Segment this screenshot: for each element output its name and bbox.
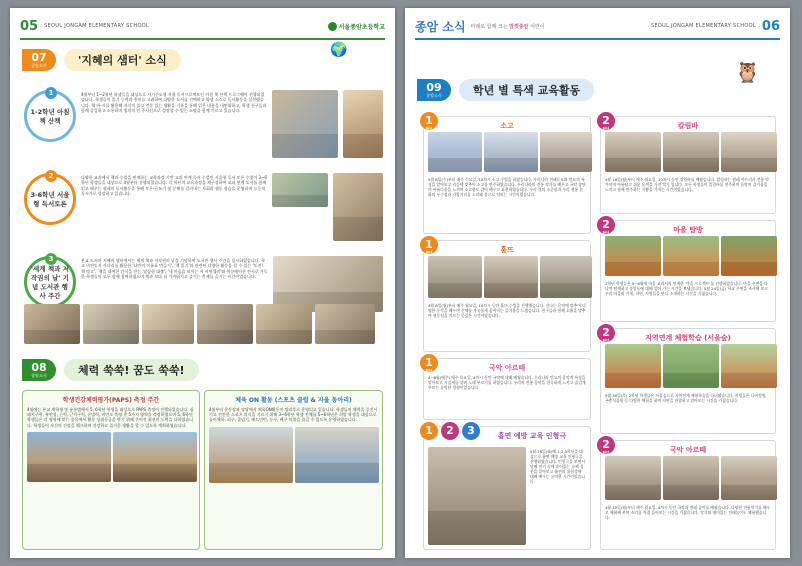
- card-title: 훌뜨: [500, 246, 514, 254]
- photo: [484, 256, 538, 298]
- photo: [333, 173, 383, 241]
- photo: [540, 256, 592, 298]
- section-09-header: [417, 78, 778, 102]
- grade-badge: 2 학년: [596, 323, 616, 343]
- section-badge: 07 종암소식: [22, 49, 56, 71]
- section-08-header: [22, 358, 383, 382]
- photo: [721, 236, 777, 276]
- box-text: 4월에는 본교 재학생 및 유통법에서 5, 6학년 학생을 대상으로 PAPS 측정이 진행되었습니다. 심폐지구력, 유연성, 근력, 근지구력, 순발력, 비만도 측정 총 5가지 영역을 측정하였으며 5, 6학년 학생들은 각 영역에 맞는 종목에서 활동 상위등급을 받기 위해 주어진 최선의 노력을 다하였습니다. 학생들이 자신의 건강을 체크하며 건강하고 즐거운 생활을 할 수 있도록 계획하였습니다.: [27, 407, 194, 428]
- right-header: [415, 14, 780, 40]
- box-title: 체육 ON 활동 (스포츠 클럽 & 자율 동아리): [235, 397, 352, 404]
- left-header: [20, 14, 385, 40]
- card-title: 지역연계 체험학습 (서울숲): [645, 334, 731, 342]
- card-text: 5월 8일(수)부터 매주 수요일, 10차시 소고 수업을 하였습니다. 우리나라 전래동요와 민요의 특징을 알아보고 리듬에 맞추어 소고를 연주하였습니다. 우리나라의 전통 악기를 배우고 국악 장단의 아름다움을 느끼며 소고춤도 같이 배우고 표현하였습니다. 우리 것의 소중함과 우리 전통 문화의 우수성과 자랑거리를 소리와 몸으로 익히는 시간이었습니다.: [428, 177, 586, 197]
- card-seoul-forest: [600, 328, 776, 434]
- card-hulddeu: [423, 240, 591, 352]
- photo: [721, 132, 777, 172]
- item-text: 다양한 교과에서 책과 수업을 연계하는 교육과정 기반 교과 연계 독서 수업인 서울형 독서 토론 수업이 3~6학년 학생들을 대상으로 4월부터 진행되었습니다. 각 학년의 교육과정을 재구성하여 교과 연계 도서를 함께 읽고 배우는 형태의 독서활동을 통해 토론-글쓰기 및 문해를 길러내는 사회과 협동 학습을 운영하며 능동적 독서가로 성장하고 있습니다.: [81, 175, 267, 196]
- photo: [343, 90, 383, 158]
- school-emblem-icon: [328, 22, 337, 31]
- section-title: 학년 별 특색 교육활동: [459, 79, 594, 101]
- grade-badge: 2 학년: [596, 435, 616, 455]
- globe-icon: 🌍: [330, 42, 348, 58]
- card-text: 5월 30일(목) 2학년 학생들은 서울숲으로 지역연계 체험학습을 다녀왔습니다. 학생들은 나비정원, 곤충식물원 등 다양한 체험을 하며 자연을 관찰하고 알아보는 시간을 가졌습니다.: [605, 393, 767, 403]
- card-text: 4~6월(매주) 매주 목요일, 4차시 동안 국악에 대해 배웠습니다. 우리나라 민요의 음악적 특징을 알아보고 시김새를 살려 노래 부르기를 하였습니다. 우리의 전통 음악을 친숙하게 느끼고 즐겁게 부르는 유익한 경험이었습니다.: [428, 375, 586, 390]
- photo: [605, 132, 661, 172]
- sports-club-box: [204, 390, 383, 550]
- page-number: 06: [761, 18, 780, 34]
- item-text: 본교 도서관 지혜의 샘터에서는 세계 책과 저작권의 날을 기념하여 도서관 행사 주간을 실시하였습니다. 학교 비전도서 사다리를 활용한 '나만의 이름표 만들기', '책 읽기'과 관련된 다양한 활동을 할 수 있는 '도전! 책 빙고', '책을 대여한 간식을 받는 '달콤한 대출', '내 마음을 보이는 서 서연셀러'와 북큐레이션 전시로 가득 한 학생들이 모두 함께 참여하였으며 책과 보다 더 가까워지고 즐기는 축제를 즐기는 시간이었습니다.: [81, 258, 268, 279]
- photo: [315, 304, 375, 344]
- section-07-item-1: [24, 90, 383, 162]
- photo: [272, 90, 338, 158]
- photo: [272, 173, 328, 207]
- card-text: 2학년 학생들은 5~6월에 마을 교과서의 연계한 '마을 프로젝트'를 진행하였습니다. 마을 주변을 다니며 탐색하고 종암동에 대해 알아 가는 시간을 보냈습니다. 5월 24일(금) 학교 주변을 조사해 보고 우리 마을의 가게, 자연, 사람들을 만나 소개하는 시간을 가졌습니다.: [605, 281, 768, 296]
- section-07-header: [22, 48, 383, 72]
- card-text: 4월 15일(월)부터 매주 월요일, 4차시 동안 국악과 전래 놀이를 배웠습니다. 다양한 전통악기를 배우고 체험해 보며 소리를 직접 들어보는 시간을 가졌습니다. 악기와 재미있는 전래놀이도 체험했습니다.: [605, 505, 771, 520]
- card-title: 국악 아르떼: [488, 364, 526, 372]
- grade-badge: 1 학년: [419, 235, 439, 255]
- school-name-en: SEOUL JONGAM ELEMENTARY SCHOOL: [44, 23, 150, 29]
- photo: [428, 256, 482, 298]
- owl-icon: 🦉: [735, 60, 760, 84]
- card-text: 4월 8일(월)부터 매주 월요일, 10차시 동안 훌뜨 수업을 진행했습니다. 신나는 음악에 맞추어 다양한 동작을 배우며 신체를 자유롭게 움직이는 즐거움을 느꼈습니다. 친구들과 함께 호흡을 맞추며 협동심을 기르는 뜻깊은 시간이었습니다.: [428, 303, 586, 318]
- card-gugak-2: [600, 440, 776, 550]
- grade-badge: 2: [440, 421, 460, 441]
- card-village-tour: [600, 220, 776, 322]
- card-text: 5월 28일(화)에 1,2,3학년을 대상으로 흡연 예방 교육 인형극을 진행하였습니다. 인형극을 보면서 담배 연기 속에 숨어있는 유해 성분을 알아보고 흡연의 위험성에 대해 배우는 유익한 시간이었습니다.: [530, 449, 585, 484]
- photo: [142, 304, 194, 344]
- card-gugak-1: [423, 358, 591, 420]
- photo: [27, 432, 111, 482]
- photo: [605, 236, 661, 276]
- card-title: 마을 탐방: [673, 226, 703, 234]
- photo: [256, 304, 312, 344]
- section-07-photo-strip: [24, 304, 375, 344]
- photo: [721, 344, 777, 388]
- section-title: 체력 쑥쑥! 꿈도 쑥쑥!: [64, 359, 199, 381]
- photo: [540, 132, 592, 172]
- photo: [295, 427, 379, 483]
- box-text: 4월부터 운동장과 강당에서 체육ON활동이 방과후로 운영되고 있습니다. 학생들의 체력을 증진시키고 건전한 스포츠 의식을 기르기 위해 3~6학년 학생 전체를 5~6학년은 희망 학생을 대상으로 놀이체육, 피구, 줄넘기, 배드민턴, 농구, 배구 티볼을 즐길 수 있도록 운영하였습니다.: [209, 407, 378, 423]
- photo: [197, 304, 253, 344]
- photo: [663, 132, 719, 172]
- photo: [605, 456, 661, 500]
- photo: [663, 344, 719, 388]
- photo: [428, 447, 526, 545]
- card-title: 칼림바: [677, 122, 699, 130]
- grade-badge: 1 학년: [419, 111, 439, 131]
- photo: [24, 304, 80, 344]
- card-title: 흡연 예방 교육 인형극: [497, 432, 567, 440]
- card-title: 소고: [500, 122, 514, 130]
- grade-badge: 2 학년: [596, 215, 616, 235]
- photo: [428, 132, 482, 172]
- photo: [721, 456, 777, 500]
- section-07-item-2: [24, 173, 383, 245]
- paps-box: [22, 390, 200, 550]
- photo: [484, 132, 538, 172]
- card-sogo: [423, 116, 591, 234]
- school-logo: 서울종암초등학교: [328, 22, 385, 31]
- item-text: 4월부터 1~2학년 학생들을 대상으로 자기주도형 자율 독서프로젝트인 아침 책 산책 프로그램이 진행되었습니다. 학생들이 읽기 능력과 흥미를 고려하여 다양한 도서를 선택하고 학생 스스로 독서활동을 실천했습니다. 책 바-시를 활용해 자신의 읽고 견문 있는 생활을 기록을 통해 읽은 내용을 내면화하고, 학생 친구들과 함께 공감하고 소통하며 정의적 인 주사진으로 성장할 수 있는 소양을 함께 기르고 있습니다.: [81, 92, 267, 113]
- grade-badge: 2 학년: [596, 111, 616, 131]
- page-number: 05: [20, 18, 39, 34]
- item-circle: 1 1-2학년 아침 책 산책: [24, 90, 76, 142]
- grade-badge: 1: [419, 421, 439, 441]
- item-circle: 3 '세계 책과 저작권의 날' 기념 도서관 행사 주간: [24, 256, 76, 308]
- section-badge: 09 종암소식: [417, 79, 451, 101]
- item-circle: 2 3-6학년 서울형 독서토론: [24, 173, 76, 225]
- photo: [83, 304, 139, 344]
- grade-badge: 1 학년: [419, 353, 439, 373]
- photo: [663, 456, 719, 500]
- photo: [113, 432, 197, 482]
- photo: [605, 344, 661, 388]
- section-title: '지혜의 샘터' 소식: [64, 49, 181, 71]
- grade-badges: [419, 421, 481, 441]
- page-title: 종암 소식: [415, 19, 466, 34]
- page-subtitle: 미래로 함께 크는 맘껏종암 어린이: [470, 23, 545, 30]
- box-title: 학생건강체력평가(PAPS) 측정 주간: [62, 397, 160, 404]
- photo: [663, 236, 719, 276]
- left-page: [10, 8, 395, 558]
- grade-badge: 3: [461, 421, 481, 441]
- card-smoking-prevention: [423, 426, 591, 550]
- section-badge: 08 종암소식: [22, 359, 56, 381]
- school-name-en: SEOUL JONGAM ELEMENTARY SCHOOL: [650, 23, 756, 29]
- photo: [209, 427, 293, 483]
- card-title: 국악 아르떼: [669, 446, 707, 454]
- right-page: [405, 8, 790, 558]
- card-kalimba: [600, 116, 776, 214]
- card-text: 4월 16일(월)부터 매주 월요일, 10차시 동안 칼림바를 배웠습니다. 칼림바는 원래 아프리카 전통 악기이며 아름답고 쉬운 음색을 가진 악기 입니다. 모든 학생들이 칼림바를 연주하며 음악의 즐거움을 느끼고 함께 연주하는 기쁨을 가지는 시간이었습니다.: [605, 177, 769, 192]
